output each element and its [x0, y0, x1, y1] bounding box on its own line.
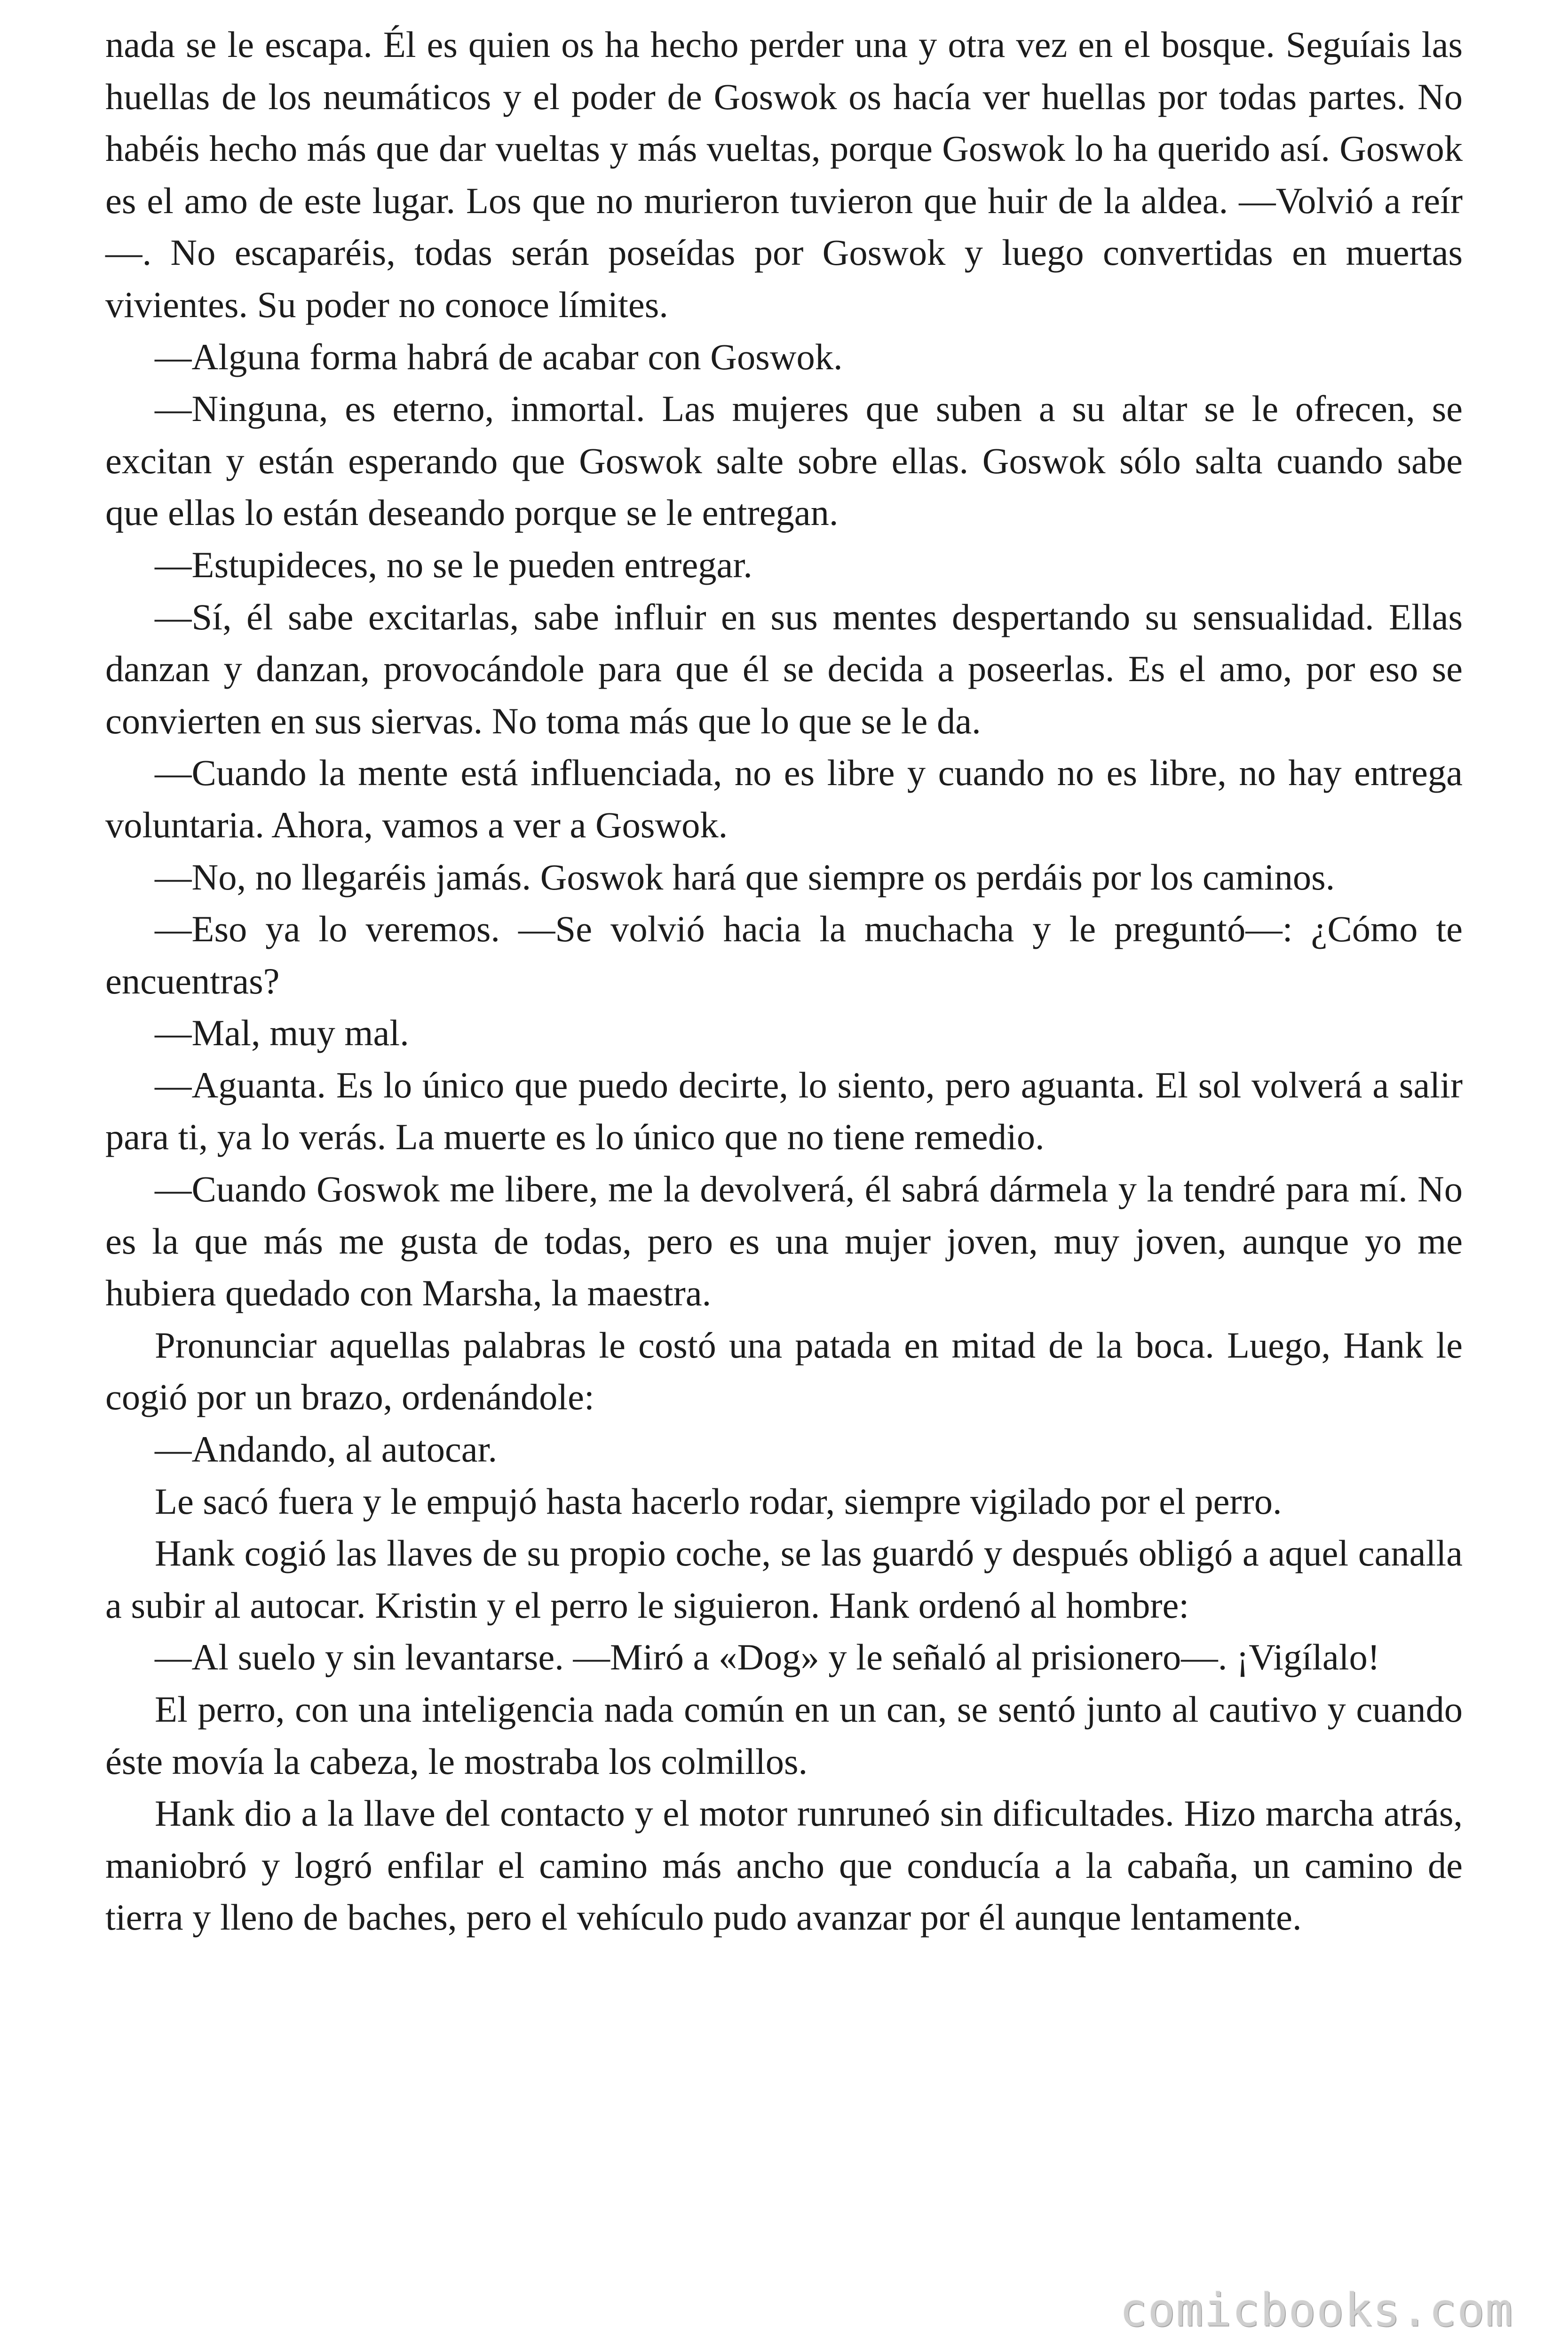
paragraph: nada se le escapa. Él es quien os ha hecho perder una y otra vez en el bosque. Seguíais las huellas de los neumáticos y el poder de Goswok os hacía ver huellas por todas partes. No habéis hecho más que dar vueltas y más vueltas, porque Goswok lo ha querido así. Goswok es el amo de este lugar. Los que no murieron tuvieron que huir de la aldea. —Volvió a reír—. No escaparéis, todas serán poseídas por Goswok y luego convertidas en muertas vivientes. Su poder no conoce límites. [105, 24, 1463, 325]
paragraph: —Alguna forma habrá de acabar con Goswok. [155, 336, 843, 377]
paragraph: —Al suelo y sin levantarse. —Miró a «Dog» y le señaló al prisionero—. ¡Vigílalo! [155, 1637, 1380, 1678]
paragraph: —No, no llegaréis jamás. Goswok hará que siempre os perdáis por los caminos. [155, 856, 1335, 898]
paragraph: —Eso ya lo veremos. —Se volvió hacia la muchacha y le preguntó—: ¿Cómo te encuentras? [105, 908, 1463, 1001]
book-page-text [105, 19, 1463, 1944]
paragraph: —Aguanta. Es lo único que puedo decirte, lo siento, pero aguanta. El sol volverá a salir para ti, ya lo verás. La muerte es lo único que no tiene remedio. [105, 1064, 1463, 1158]
paragraph: Hank dio a la llave del contacto y el motor runruneó sin dificultades. Hizo marcha atrás, maniobró y logró enfilar el camino más ancho que conducía a la cabaña, un camino de tierra y lleno de baches, pero el vehículo pudo avanzar por él aunque lentamente. [105, 1793, 1463, 1938]
paragraph: Hank cogió las llaves de su propio coche, se las guardó y después obligó a aquel canalla a subir al autocar. Kristin y el perro le siguieron. Hank ordenó al hombre: [105, 1533, 1463, 1626]
paragraph: Pronunciar aquellas palabras le costó una patada en mitad de la boca. Luego, Hank le cogió por un brazo, ordenándole: [105, 1324, 1463, 1418]
paragraph: —Cuando la mente está influenciada, no es libre y cuando no es libre, no hay entrega voluntaria. Ahora, vamos a ver a Goswok. [105, 752, 1463, 845]
paragraph: —Estupideces, no se le pueden entregar. [155, 544, 752, 585]
paragraph: El perro, con una inteligencia nada común en un can, se sentó junto al cautivo y cuando éste movía la cabeza, le mostraba los colmillos. [105, 1689, 1463, 1782]
paragraph: —Sí, él sabe excitarlas, sabe influir en sus mentes despertando su sensualidad. Ellas danzan y danzan, provocándole para que él se decida a poseerlas. Es el amo, por eso se convierten en sus siervas. No toma más que lo que se le da. [105, 596, 1463, 741]
watermark-logo: comicbooks.com [1119, 2284, 1513, 2336]
paragraph: —Cuando Goswok me libere, me la devolverá, él sabrá dármela y la tendré para mí. No es la que más me gusta de todas, pero es una mujer joven, muy joven, aunque yo me hubiera quedado con Marsha, la maestra. [105, 1168, 1463, 1314]
paragraph: —Ninguna, es eterno, inmortal. Las mujeres que suben a su altar se le ofrecen, se excitan y están esperando que Goswok salte sobre ellas. Goswok sólo salta cuando sabe que ellas lo están deseando porque se le entregan. [105, 388, 1463, 533]
paragraph: Le sacó fuera y le empujó hasta hacerlo rodar, siempre vigilado por el perro. [155, 1480, 1282, 1522]
paragraph: —Andando, al autocar. [155, 1429, 498, 1470]
paragraph: —Mal, muy mal. [155, 1012, 409, 1054]
